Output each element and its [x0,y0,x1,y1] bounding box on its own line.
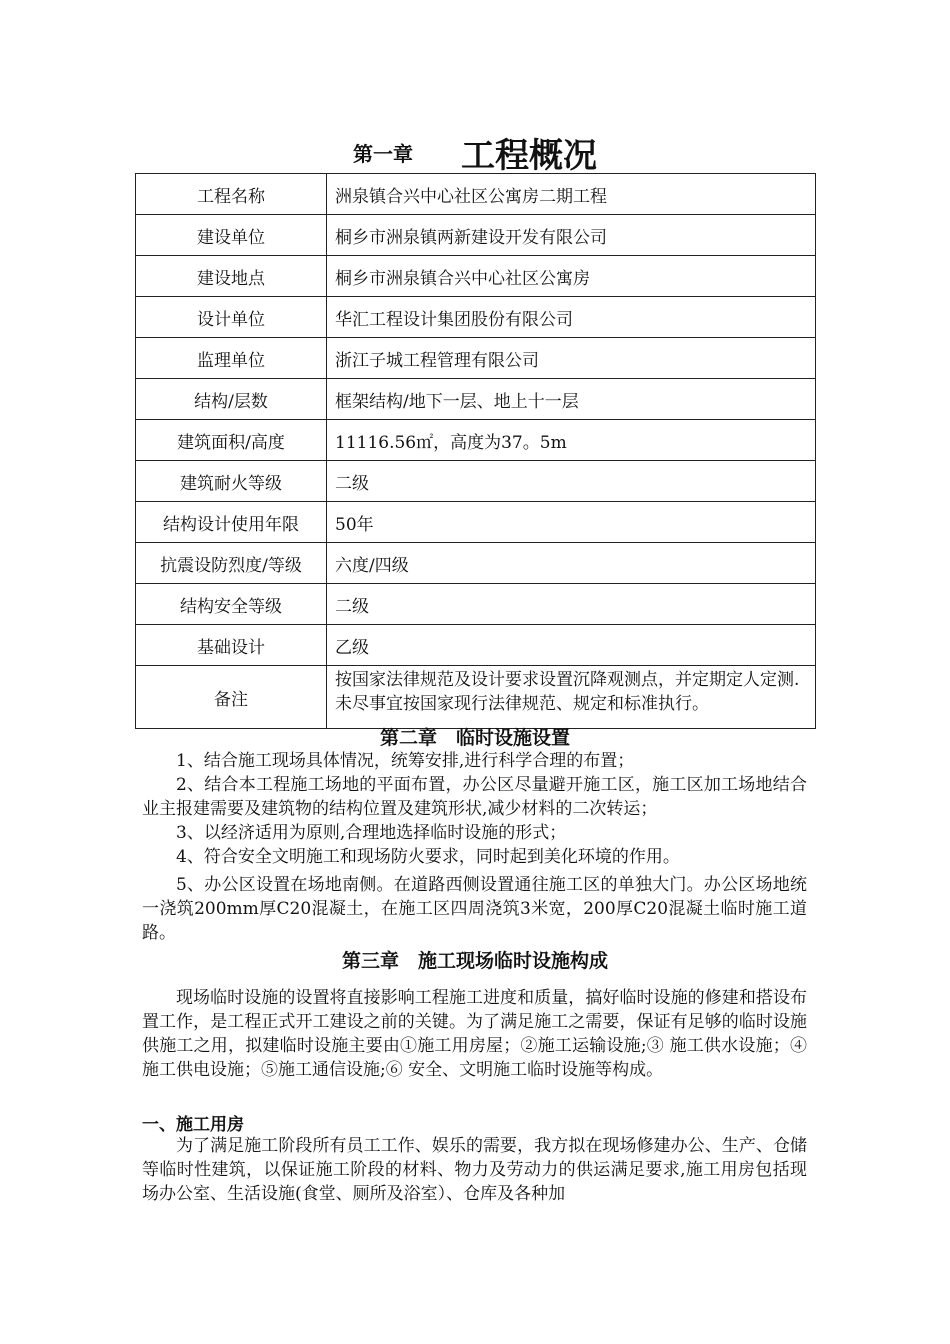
row-label: 结构/层数 [136,379,327,420]
row-value: 50年 [327,502,816,543]
chapter1-heading [0,128,950,177]
row-label: 抗震设防烈度/等级 [136,543,327,584]
row-label: 基础设计 [136,625,327,666]
row-value: 桐乡市洲泉镇两新建设开发有限公司 [327,215,816,256]
section1-title: 一、施工用房 [142,1115,244,1135]
chapter1-title: 工程概况 [461,136,597,176]
chapter3-title: 第三章 施工现场临时设施构成 [341,950,608,972]
project-info-table [135,173,816,729]
row-label: 结构设计使用年限 [136,502,327,543]
row-value: 框架结构/地下一层、地上十一层 [327,379,816,420]
row-label: 备注 [136,666,327,729]
row-value: 乙级 [327,625,816,666]
table-row [136,338,816,379]
row-value: 浙江子城工程管理有限公司 [327,338,816,379]
table-row [136,174,816,215]
row-value: 六度/四级 [327,543,816,584]
table-row [136,666,816,729]
table-row [136,215,816,256]
chapter2-title: 第二章 临时设施设置 [379,727,570,749]
row-label: 工程名称 [136,174,327,215]
table-row [136,502,816,543]
chapter2-item: 5、办公区设置在场地南侧。在道路西侧设置通往施工区的单独大门。办公区场地统一浇筑200mm厚C20混凝土，在施工区四周浇筑3米宽，200厚C20混凝土临时施工道路。 [142,875,807,943]
row-value: 桐乡市洲泉镇合兴中心社区公寓房 [327,256,816,297]
row-label: 设计单位 [136,297,327,338]
row-value: 华汇工程设计集团股份有限公司 [327,297,816,338]
chapter3-intro: 现场临时设施的设置将直接影响工程施工进度和质量，搞好临时设施的修建和搭设布置工作，是工程正式开工建设之前的关键。为了满足施工之需要，保证有足够的临时设施供施工之用，拟建临时设施主要由①施工用房屋；②施工运输设施;③ 施工供水设施；④施工供电设施；⑤施工通信设施;⑥ 安全、文明施工临时设施等构成。 [142,988,807,1080]
table-row [136,379,816,420]
chapter2-item: 2、结合本工程施工场地的平面布置，办公区尽量避开施工区，施工区加工场地结合业主报建需要及建筑物的结构位置及建筑形状,减少材料的二次转运； [142,775,807,819]
row-label: 建筑耐火等级 [136,461,327,502]
row-label: 监理单位 [136,338,327,379]
chapter2-item: 4、符合安全文明施工和现场防火要求，同时起到美化环境的作用。 [176,847,680,867]
row-value: 二级 [327,584,816,625]
row-value: 11116.56㎡，高度为37。5m [327,420,816,461]
table-row [136,420,816,461]
table-row [136,543,816,584]
chapter2-item: 3、以经济适用为原则,合理地选择临时设施的形式； [176,823,567,843]
row-value: 洲泉镇合兴中心社区公寓房二期工程 [327,174,816,215]
row-label: 建设单位 [136,215,327,256]
table-row [136,297,816,338]
chapter1-prefix: 第一章 [353,142,413,166]
chapter2-item: 1、结合施工现场具体情况，统筹安排,进行科学合理的布置； [176,751,635,771]
table-row [136,461,816,502]
row-label: 结构安全等级 [136,584,327,625]
table-row [136,625,816,666]
section1-text: 为了满足施工阶段所有员工工作、娱乐的需要，我方拟在现场修建办公、生产、仓储等临时性建筑，以保证施工阶段的材料、物力及劳动力的供运满足要求,施工用房包括现场办公室、生活设施(食堂、厕所及浴室）、仓库及各种加 [142,1136,807,1204]
row-value-cell [327,666,816,729]
table-row [136,256,816,297]
row-label: 建设地点 [136,256,327,297]
table-row [136,584,816,625]
row-value: 二级 [327,461,816,502]
row-label: 建筑面积/高度 [136,420,327,461]
row-value: 按国家法律规范及设计要求设置沉降观测点，并定期定人定测.未尽事宜按国家现行法律规范、规定和标准执行。 [335,670,800,714]
